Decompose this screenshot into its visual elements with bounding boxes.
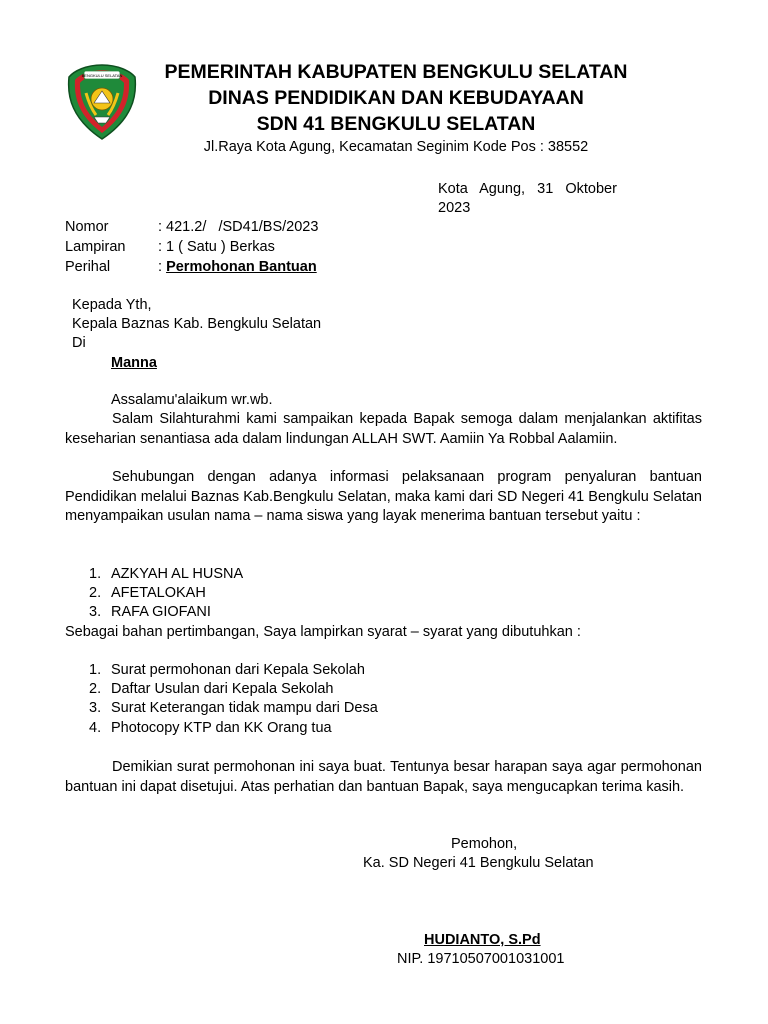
student-item bbox=[89, 565, 243, 585]
logo-lettering: BENGKULU SELATAN bbox=[81, 73, 123, 78]
requirement-text: Photocopy KTP dan KK Orang tua bbox=[111, 720, 332, 736]
recipient-city: Manna bbox=[111, 355, 157, 371]
student-name: AZKYAH AL HUSNA bbox=[111, 566, 244, 582]
signature-name: HUDIANTO, S.Pd bbox=[424, 932, 541, 948]
signature-pemohon: Pemohon, bbox=[451, 836, 518, 852]
student-name: AFETALOKAH bbox=[111, 585, 206, 601]
letter-date-line2: 2023 bbox=[438, 200, 471, 216]
paragraph-2-text: Sehubungan dengan adanya informasi pelaksanaan program penyaluran bantuan Pendidikan melalui Baznas Kab.Bengkulu Selatan, maka kami dari SD Negeri 41 Bengkulu Selatan menyampaikan usulan nama – nama siswa yang layak menerima bantuan tersebut yaitu : bbox=[65, 469, 702, 524]
student-item bbox=[89, 584, 206, 604]
closing-paragraph bbox=[65, 758, 702, 797]
greeting: Assalamu'alaikum wr.wb. bbox=[111, 392, 273, 408]
student-item bbox=[89, 603, 211, 623]
perihal-value: Permohonan Bantuan bbox=[166, 259, 317, 275]
requirement-text: Surat permohonan dari Kepala Sekolah bbox=[111, 662, 365, 678]
requirement-item bbox=[89, 680, 333, 700]
recipient-name: Kepala Baznas Kab. Bengkulu Selatan bbox=[72, 316, 322, 332]
requirement-item bbox=[89, 661, 365, 681]
regency-emblem-logo bbox=[66, 63, 138, 141]
list-number: 2. bbox=[89, 681, 102, 697]
letterhead-department: DINAS PENDIDIKAN DAN KEBUDAYAAN bbox=[208, 87, 584, 109]
list-number: 3. bbox=[89, 604, 102, 620]
closing-text: Demikian surat permohonan ini saya buat. Tentunya besar harapan saya agar permohonan bantuan ini dapat disetujui. Atas perhatian dan bantuan Bapak, saya mengucapkan terima kasih. bbox=[65, 759, 702, 795]
list-number: 1. bbox=[89, 566, 102, 582]
letter-date-line1: Kota Agung, 31 Oktober bbox=[438, 181, 617, 197]
signature-title: Ka. SD Negeri 41 Bengkulu Selatan bbox=[363, 855, 594, 871]
recipient-salutation: Kepada Yth, bbox=[72, 297, 152, 313]
lampiran-value: : 1 ( Satu ) Berkas bbox=[158, 239, 275, 255]
list-number: 2. bbox=[89, 585, 102, 601]
paragraph-1 bbox=[65, 410, 702, 449]
lampiran-label: Lampiran bbox=[65, 239, 126, 255]
perihal-row bbox=[158, 258, 317, 278]
perihal-label: Perihal bbox=[65, 259, 111, 275]
list-number: 4. bbox=[89, 720, 102, 736]
paragraph-1-text: Salam Silahturahmi kami sampaikan kepada Bapak semoga dalam menjalankan aktifitas keseharian senantiasa ada dalam lindungan ALLAH SWT. Aamiin Ya Robbal Aalamiin. bbox=[65, 411, 702, 447]
nomor-label: Nomor bbox=[65, 219, 109, 235]
paragraph-2 bbox=[65, 468, 702, 527]
perihal-colon: : bbox=[158, 259, 167, 275]
letterhead-government: PEMERINTAH KABUPATEN BENGKULU SELATAN bbox=[164, 61, 628, 83]
list-number: 1. bbox=[89, 662, 102, 678]
requirement-text: Daftar Usulan dari Kepala Sekolah bbox=[111, 681, 334, 697]
letterhead-school: SDN 41 BENGKULU SELATAN bbox=[256, 113, 536, 135]
nomor-value: : 421.2/ /SD41/BS/2023 bbox=[158, 219, 319, 235]
requirement-item bbox=[89, 719, 332, 739]
recipient-di: Di bbox=[72, 335, 86, 351]
signature-nip: NIP. 19710507001031001 bbox=[397, 951, 565, 967]
letterhead-address: Jl.Raya Kota Agung, Kecamatan Seginim Kode Pos : 38552 bbox=[203, 139, 589, 155]
requirement-item bbox=[89, 699, 378, 719]
list-number: 3. bbox=[89, 700, 102, 716]
requirement-text: Surat Keterangan tidak mampu dari Desa bbox=[111, 700, 378, 716]
student-name: RAFA GIOFANI bbox=[111, 604, 211, 620]
requirements-intro: Sebagai bahan pertimbangan, Saya lampirkan syarat – syarat yang dibutuhkan : bbox=[65, 624, 581, 640]
